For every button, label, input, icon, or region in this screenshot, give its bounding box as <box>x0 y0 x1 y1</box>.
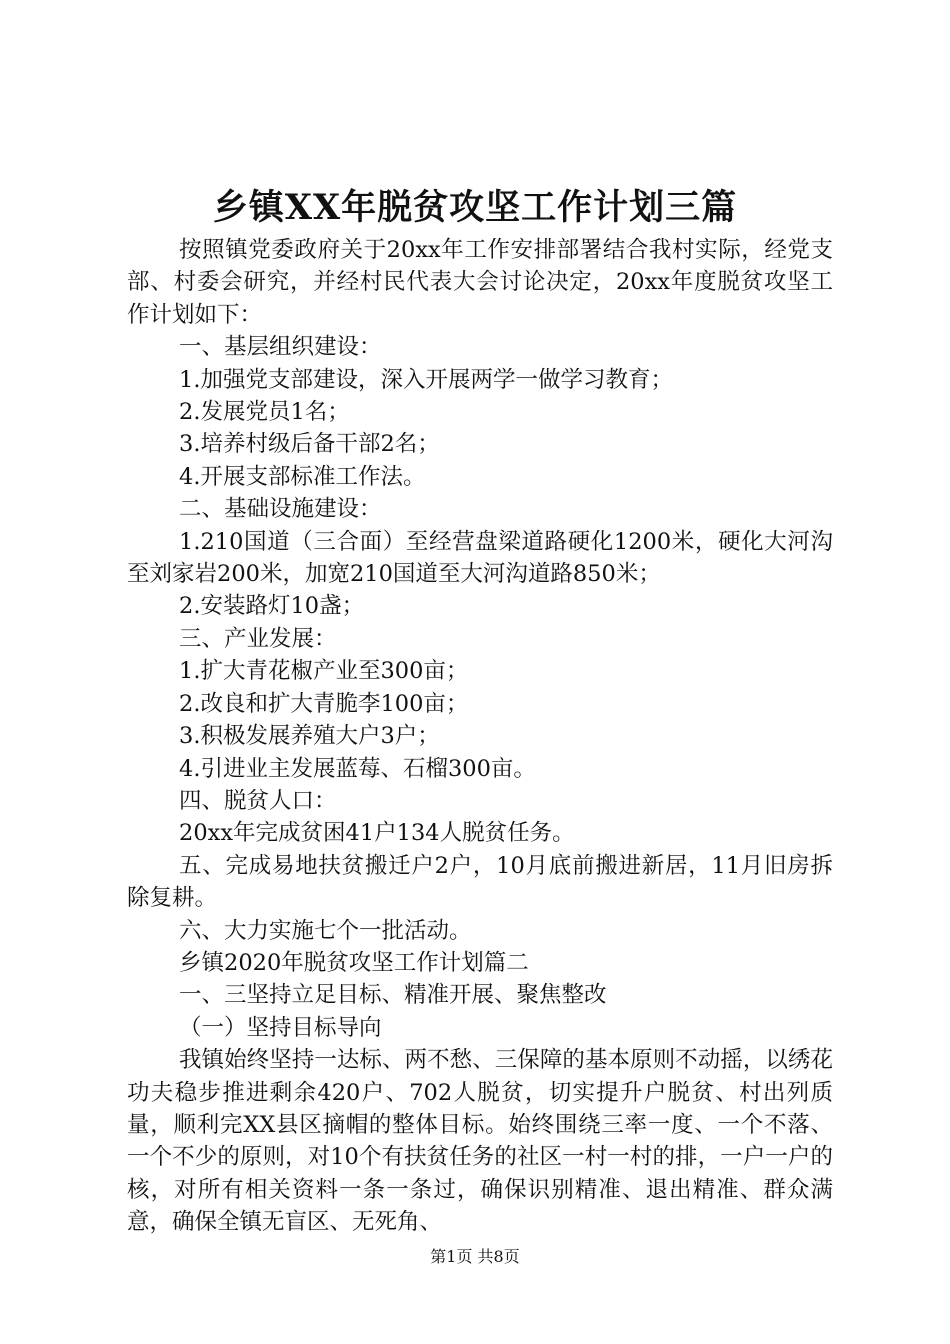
section-heading: 三、产业发展： <box>179 625 337 652</box>
list-item: 2.改良和扩大青脆李100亩； <box>179 690 469 717</box>
subtitle: 乡镇2020年脱贫攻坚工作计划篇二 <box>179 949 529 976</box>
list-item: 2.发展党员1名； <box>179 399 350 426</box>
list-item: 4.引进业主发展蓝莓、石榴300亩。 <box>179 755 536 782</box>
section-heading: 一、三坚持立足目标、精准开展、聚焦整改 <box>179 982 607 1009</box>
list-item: 1.加强党支部建设，深入开展两学一做学习教育； <box>179 366 673 393</box>
document-body <box>127 234 833 1239</box>
section-heading: 四、脱贫人口： <box>179 787 337 814</box>
paragraph: 按照镇党委政府关于20xx年工作安排部署结合我村实际，经党支部、村委会研究，并经村民代表大会讨论决定，20xx年度脱贫攻坚工作计划如下： <box>127 237 833 328</box>
list-item: 1.扩大青花椒产业至300亩； <box>179 658 469 685</box>
document-title: 乡镇XX年脱贫攻坚工作计划三篇 <box>212 187 738 228</box>
list-item: 4.开展支部标准工作法。 <box>179 463 426 490</box>
section-heading: 二、基础设施建设： <box>179 496 382 523</box>
list-item: 3.培养村级后备干部2名； <box>179 431 440 458</box>
list-item: 3.积极发展养殖大户3户； <box>179 723 440 750</box>
section-heading: 一、基层组织建设： <box>179 334 382 361</box>
page-footer: 第1页 共8页 <box>430 1247 520 1266</box>
list-item: 2.安装路灯10盏； <box>179 593 365 620</box>
subsection-heading: （一）坚持目标导向 <box>179 1014 382 1041</box>
paragraph: 六、大力实施七个一批活动。 <box>179 917 472 944</box>
list-item: 1.210国道（三合面）至经营盘梁道路硬化1200米，硬化大河沟至刘家岩200米，加宽210国道至大河沟道路850米； <box>127 528 833 588</box>
paragraph: 20xx年完成贫困41户134人脱贫任务。 <box>179 820 575 847</box>
paragraph: 五、完成易地扶贫搬迁户2户，10月底前搬进新居，11月旧房拆除复耕。 <box>127 852 833 912</box>
paragraph: 我镇始终坚持一达标、两不愁、三保障的基本原则不动摇，以绣花功夫稳步推进剩余420户、702人脱贫，切实提升户脱贫、村出列质量，顺利完XX县区摘帽的整体目标。始终围绕三率一度、一个不落、一个不少的原则，对10个有扶贫任务的社区一村一村的排，一户一户的核，对所有相关资料一条一条过，确保识别精准、退出精准、群众满意，确保全镇无盲区、无死角、 <box>127 1047 833 1236</box>
